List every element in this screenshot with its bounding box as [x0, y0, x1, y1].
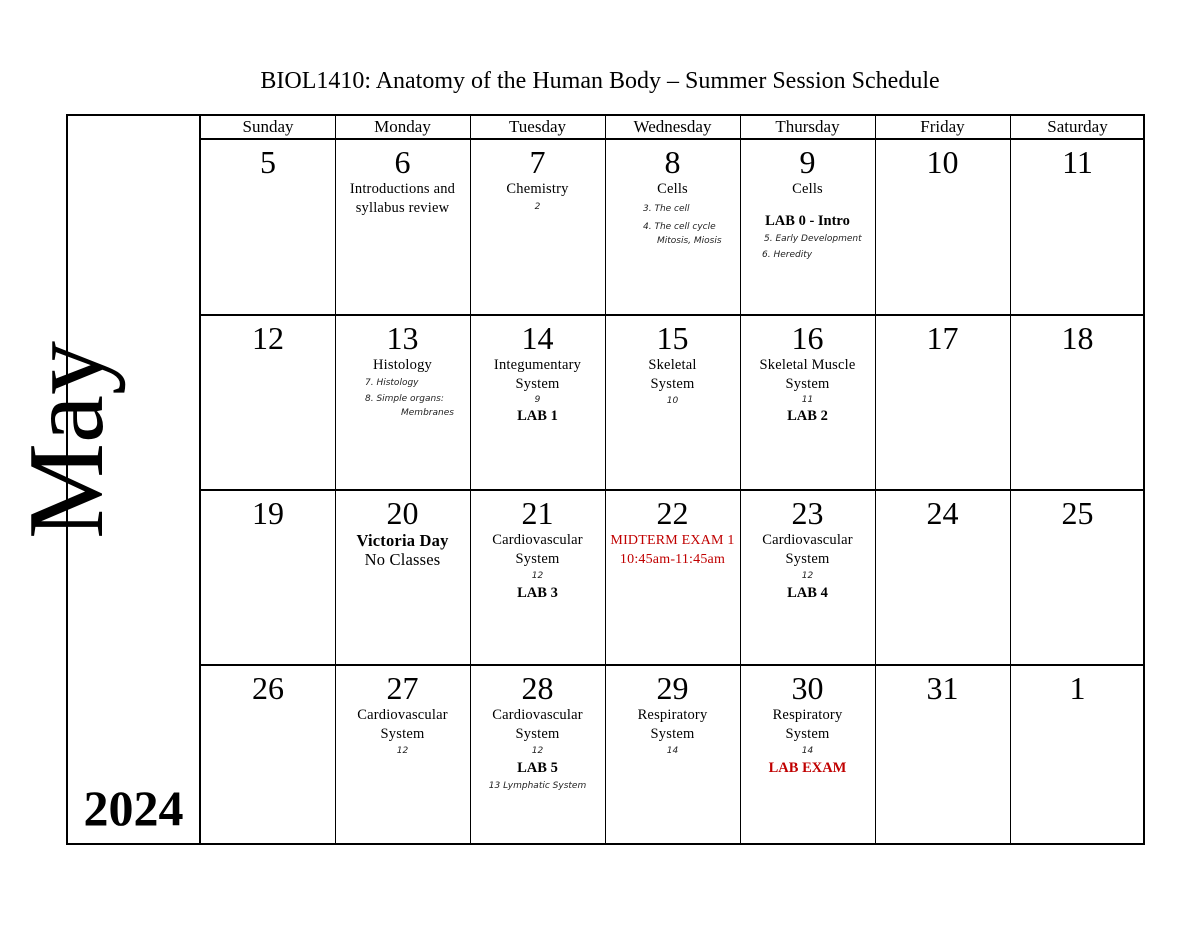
day-number: 20 — [386, 495, 419, 531]
lab-label: LAB 5 — [517, 760, 558, 776]
handwritten-note: 14 — [801, 746, 814, 756]
handwritten-note: 9 — [534, 395, 541, 405]
handwritten-note: Membranes — [401, 408, 454, 418]
event-text: System — [785, 376, 830, 392]
day-cell — [1010, 140, 1145, 314]
day-cell — [201, 491, 335, 664]
event-text: Chemistry — [506, 181, 569, 197]
handwritten-note: 3. The cell — [643, 204, 690, 214]
day-cell — [470, 491, 605, 664]
handwritten-note: 13 Lymphatic System — [488, 781, 587, 791]
day-number: 9 — [799, 144, 816, 180]
day-cell — [875, 491, 1010, 664]
page-title: BIOL1410: Anatomy of the Human Body – Summer Session Schedule — [260, 68, 940, 94]
lab-label: LAB 3 — [517, 585, 558, 601]
event-text: Cardiovascular — [492, 707, 583, 723]
event-text: No Classes — [364, 550, 441, 569]
event-text: System — [650, 726, 695, 742]
day-number: 23 — [791, 495, 824, 531]
handwritten-note: 6. Heredity — [762, 250, 813, 260]
day-number: 6 — [394, 144, 411, 180]
day-number: 8 — [664, 144, 681, 180]
event-text: System — [785, 551, 830, 567]
day-cell — [335, 666, 470, 845]
event-text: Cardiovascular — [492, 532, 583, 548]
day-number: 5 — [260, 144, 276, 180]
day-number: 1 — [1069, 670, 1086, 706]
week-row — [201, 666, 1145, 845]
day-cell — [605, 491, 740, 664]
event-text: Introductions and — [349, 181, 456, 197]
day-number: 15 — [656, 320, 689, 356]
event-text: Respiratory — [772, 707, 843, 723]
event-text: syllabus review — [355, 200, 450, 216]
handwritten-note: 12 — [801, 571, 814, 581]
week-row — [201, 491, 1145, 666]
day-cell — [740, 491, 875, 664]
day-number: 25 — [1061, 495, 1094, 531]
year-label: 2024 — [83, 780, 184, 836]
handwritten-note: 11 — [801, 395, 814, 405]
handwritten-note: 8. Simple organs: — [365, 394, 444, 404]
day-cell — [875, 316, 1010, 489]
day-number: 7 — [529, 144, 546, 180]
day-number: 11 — [1062, 144, 1093, 180]
event-text: System — [515, 551, 560, 567]
event-text: Cardiovascular — [762, 532, 853, 548]
day-number: 17 — [926, 320, 959, 356]
day-number: 24 — [926, 495, 959, 531]
lab-label: LAB 1 — [517, 408, 558, 424]
event-text: Skeletal — [648, 357, 697, 373]
handwritten-note: 12 — [531, 746, 544, 756]
header-monday: Monday — [374, 117, 431, 136]
day-number: 30 — [791, 670, 824, 706]
day-number: 19 — [252, 495, 284, 531]
day-cell — [1010, 491, 1145, 664]
handwritten-note: 10 — [666, 396, 679, 406]
event-text: Skeletal Muscle — [759, 357, 856, 373]
lab-exam-label: LAB EXAM — [768, 760, 847, 776]
day-cell — [740, 316, 875, 489]
day-cell — [201, 666, 335, 845]
day-cell — [335, 491, 470, 664]
day-number: 22 — [656, 495, 689, 531]
event-text: Cells — [792, 181, 823, 197]
holiday-label: Victoria Day — [356, 531, 449, 550]
day-cell — [605, 140, 740, 314]
lab-label: LAB 4 — [787, 585, 828, 601]
header-tuesday: Tuesday — [509, 117, 566, 136]
calendar-grid — [201, 114, 1145, 845]
day-number: 29 — [656, 670, 689, 706]
day-number: 10 — [926, 144, 959, 180]
exam-label: MIDTERM EXAM 1 — [610, 533, 735, 548]
handwritten-note: 14 — [666, 746, 679, 756]
header-thursday: Thursday — [775, 117, 840, 136]
day-cell — [875, 140, 1010, 314]
event-text: Cells — [657, 181, 688, 197]
event-text: System — [515, 376, 560, 392]
day-cell — [875, 666, 1010, 845]
handwritten-note: Mitosis, Miosis — [657, 236, 722, 246]
day-cell — [201, 316, 335, 489]
day-number: 16 — [791, 320, 824, 356]
event-text: System — [650, 376, 695, 392]
handwritten-note: 2 — [534, 202, 541, 212]
day-cell — [470, 140, 605, 314]
day-number: 28 — [521, 670, 554, 706]
handwritten-note: 7. Histology — [365, 378, 419, 388]
day-cell — [335, 316, 470, 489]
day-number: 18 — [1061, 320, 1094, 356]
day-cell — [1010, 316, 1145, 489]
day-number: 21 — [521, 495, 554, 531]
exam-time: 10:45am-11:45am — [619, 552, 726, 567]
week-row — [201, 140, 1145, 316]
day-cell — [470, 666, 605, 845]
day-cell — [605, 316, 740, 489]
day-cell — [335, 140, 470, 314]
day-cell — [1010, 666, 1145, 845]
header-sunday: Sunday — [242, 117, 294, 136]
day-cell — [201, 140, 335, 314]
week-row — [201, 316, 1145, 491]
handwritten-note: 4. The cell cycle — [643, 222, 716, 232]
event-text: Cardiovascular — [357, 707, 448, 723]
lab-label: LAB 2 — [787, 408, 828, 424]
header-saturday: Saturday — [1047, 117, 1108, 136]
handwritten-note: 12 — [531, 571, 544, 581]
day-cell — [470, 316, 605, 489]
day-number: 12 — [252, 320, 284, 356]
event-text: System — [515, 726, 560, 742]
lab-label: LAB 0 - Intro — [765, 213, 850, 229]
day-number: 26 — [252, 670, 284, 706]
day-number: 27 — [386, 670, 419, 706]
event-text: Histology — [373, 357, 432, 373]
event-text: System — [785, 726, 830, 742]
weekday-header — [201, 114, 1145, 140]
day-cell — [605, 666, 740, 845]
day-number: 14 — [521, 320, 554, 356]
day-cell — [740, 140, 875, 314]
handwritten-note: 5. Early Development — [764, 234, 862, 244]
day-number: 31 — [926, 670, 959, 706]
event-text: System — [380, 726, 425, 742]
event-text: Respiratory — [637, 707, 708, 723]
month-label: May — [7, 341, 126, 539]
header-wednesday: Wednesday — [633, 117, 712, 136]
handwritten-note: 12 — [396, 746, 409, 756]
day-cell — [740, 666, 875, 845]
day-number: 13 — [386, 320, 419, 356]
header-friday: Friday — [920, 117, 965, 136]
event-text: Integumentary — [493, 357, 582, 373]
